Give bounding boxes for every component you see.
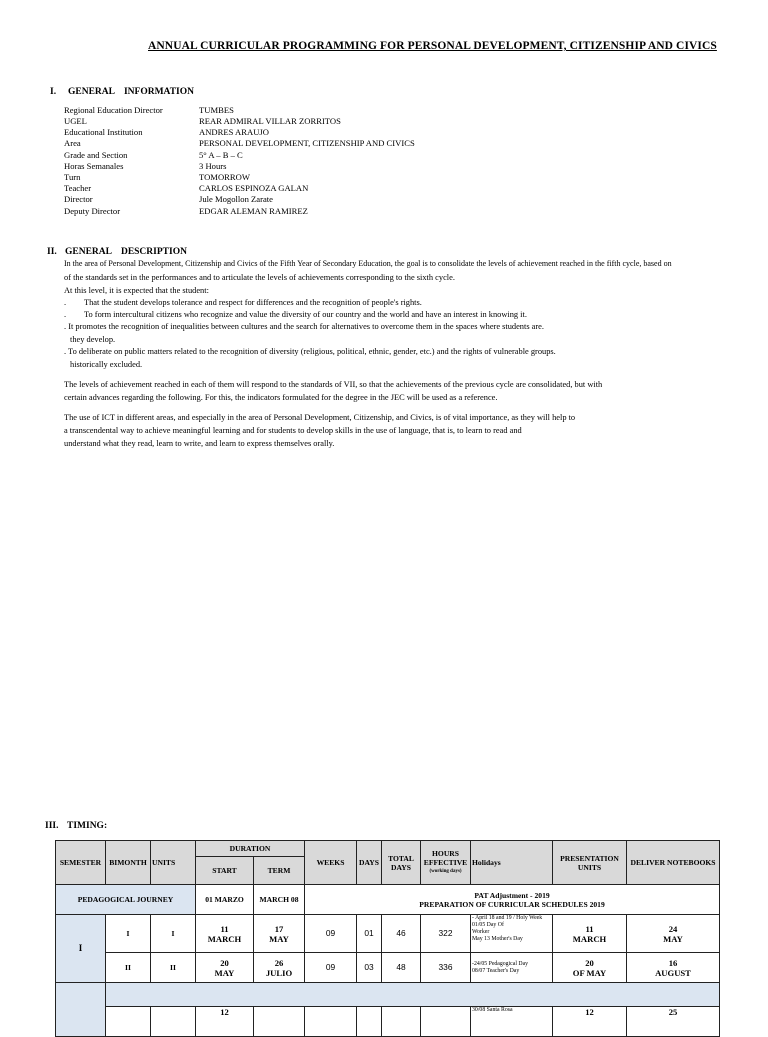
header-presentation-units xyxy=(553,841,627,885)
header-days: DAYS xyxy=(357,841,382,885)
start-month: MARCH xyxy=(207,933,242,944)
holiday-line: Worker xyxy=(472,929,490,935)
deliver-month: MAY xyxy=(663,933,683,944)
table-row xyxy=(56,915,720,953)
header-hours-effective xyxy=(421,841,471,885)
term-month: MAY xyxy=(269,933,289,944)
start-day: 20 xyxy=(220,957,229,968)
bimonth-cell xyxy=(106,1007,151,1037)
deliver-month: AUGUST xyxy=(655,967,691,978)
bullet-text: That the student develops tolerance and respect for differences and the recognition of people's rights. xyxy=(84,298,422,307)
start-month: MAY xyxy=(214,967,235,978)
header-text: (working days) xyxy=(429,869,462,874)
page-title: ANNUAL CURRICULAR PROGRAMMING FOR PERSONAL DEVELOPMENT, CITIZENSHIP AND CIVICS xyxy=(148,40,717,52)
table-row xyxy=(56,953,720,983)
holidays-cell xyxy=(471,915,553,953)
info-label: Regional Education Director xyxy=(64,105,163,115)
header-total-days xyxy=(382,841,421,885)
info-value: ANDRES ARAUJO xyxy=(199,127,269,137)
section-number: II. xyxy=(47,247,57,257)
presentation-day: 11 xyxy=(585,923,594,934)
info-value: TUMBES xyxy=(199,105,234,115)
description-line: The levels of achievement reached in each of them will respond to the standards of VII, so that the achievements of the previous cycle are consolidated, but with xyxy=(64,380,603,389)
description-bullet: . To form intercultural citizens who recognize and value the diversity of our country and the world and have an interest in knowing it. xyxy=(64,310,527,319)
holiday-line: - April 18 and 19 / Holy Week xyxy=(472,915,543,921)
header-text: UNITS xyxy=(577,862,602,872)
holidays-cell xyxy=(471,1007,553,1037)
info-label: Educational Institution xyxy=(64,127,143,137)
presentation-month: OF MAY xyxy=(572,967,607,978)
header-duration: DURATION xyxy=(196,841,305,857)
header-text: DAYS xyxy=(391,862,411,872)
header-text: EFFECTIVE xyxy=(423,858,468,867)
hours-cell xyxy=(421,1007,471,1037)
holiday-line: -24/05 Pedagogical Day xyxy=(472,960,529,967)
deliver-cell xyxy=(627,953,720,983)
description-line: . It promotes the recognition of inequalities between cultures and the search for alternatives to overcome them in the spaces where students are. xyxy=(64,322,544,331)
info-value: TOMORROW xyxy=(199,172,250,182)
description-line: understand what they read, learn to write, and learn to express themselves orally. xyxy=(64,439,335,448)
info-value: PERSONAL DEVELOPMENT, CITIZENSHIP AND CIVICS xyxy=(199,138,415,148)
semester-cell: I xyxy=(56,915,106,983)
journey-note-line: PREPARATION OF CURRICULAR SCHEDULES 2019 xyxy=(419,899,605,909)
unit-cell xyxy=(151,1007,196,1037)
days-cell: 01 xyxy=(357,915,382,953)
term-day: 26 xyxy=(274,957,284,968)
section-general-information-heading xyxy=(50,87,194,97)
unit-cell: II xyxy=(151,953,196,983)
presentation-month: MARCH xyxy=(572,933,607,944)
info-label: Turn xyxy=(64,172,81,182)
bimonth-cell: I xyxy=(106,915,151,953)
days-cell: 03 xyxy=(357,953,382,983)
start-cell xyxy=(196,915,254,953)
description-line: . To deliberate on public matters related to the recognition of diversity (religious, political, ethnic, gender, etc.) and the rights of vulnerable groups. xyxy=(64,347,556,356)
info-value: EDGAR ALEMAN RAMIREZ xyxy=(199,206,308,216)
bimonth-cell: II xyxy=(106,953,151,983)
hours-cell: 336 xyxy=(421,953,471,983)
weeks-cell: 09 xyxy=(305,953,357,983)
header-start: START xyxy=(196,857,254,885)
hours-cell: 322 xyxy=(421,915,471,953)
header-bimonth: BIMONTH xyxy=(106,841,151,885)
info-label: UGEL xyxy=(64,116,87,126)
section-number: III. xyxy=(45,821,59,831)
pedagogical-journey-label: PEDAGOGICAL JOURNEY xyxy=(56,885,196,915)
table-row-separator xyxy=(56,983,720,1007)
description-line: The use of ICT in different areas, and especially in the area of Personal Development, Citizenship, and Civics, is of vital importance, as they will help to xyxy=(64,413,576,422)
deliver-cell xyxy=(627,915,720,953)
section-timing-heading xyxy=(45,821,107,831)
holiday-line: 30/08 Santa Rosa xyxy=(472,1007,513,1013)
header-holidays: Holidays xyxy=(471,841,553,885)
deliver-day: 24 xyxy=(668,923,678,934)
table-row xyxy=(56,1007,720,1037)
bullet-text: To form intercultural citizens who recognize and value the diversity of our country and the world and have an interest in knowing it. xyxy=(84,310,527,319)
info-value: Jule Mogollon Zarate xyxy=(199,194,273,204)
description-line: of the standards set in the performances and to articulate the levels of achievements corresponding to the sixth cycle. xyxy=(64,273,455,282)
holidays-cell xyxy=(471,953,553,983)
description-line: In the area of Personal Development, Citizenship and Civics of the Fifth Year of Secondary Education, the goal is to consolidate the levels of achievement reached in the fifth cycle, based on xyxy=(64,259,672,268)
weeks-cell xyxy=(305,1007,357,1037)
weeks-cell: 09 xyxy=(305,915,357,953)
start-day: 11 xyxy=(220,923,229,934)
info-label: Deputy Director xyxy=(64,206,121,216)
description-line: historically excluded. xyxy=(70,360,143,369)
journey-start: 01 MARZO xyxy=(196,885,254,915)
header-text: HOURS xyxy=(432,849,460,858)
table-header-row xyxy=(56,841,720,857)
info-label: Grade and Section xyxy=(64,150,128,160)
semester-cell xyxy=(56,983,106,1037)
section-title: TIMING: xyxy=(67,821,108,831)
info-value: REAR ADMIRAL VILLAR ZORRITOS xyxy=(199,116,341,126)
total-days-cell: 48 xyxy=(382,953,421,983)
info-value: CARLOS ESPINOZA GALAN xyxy=(199,183,309,193)
description-line: certain advances regarding the following. For this, the indicators formulated for the degree in the JEC will be used as a reference. xyxy=(64,393,498,402)
header-deliver-notebooks: DELIVER NOTEBOOKS xyxy=(627,841,720,885)
header-semester: SEMESTER xyxy=(56,841,106,885)
description-line: they develop. xyxy=(70,335,116,344)
term-cell xyxy=(254,953,305,983)
header-units: UNITS xyxy=(151,841,196,885)
term-cell xyxy=(254,1007,305,1037)
info-label: Area xyxy=(64,138,81,148)
presentation-cell xyxy=(553,953,627,983)
info-value: 5° A – B – C xyxy=(199,150,243,160)
info-label: Director xyxy=(64,194,93,204)
holiday-line: 01/05 Day Of xyxy=(472,922,504,928)
header-text: PRESENTATION xyxy=(560,853,619,863)
section-number: I. xyxy=(50,87,57,97)
start-cell: 12 xyxy=(196,1007,254,1037)
unit-cell: I xyxy=(151,915,196,953)
holiday-line: May 13 Mother's Day xyxy=(472,936,523,942)
deliver-cell: 25 xyxy=(627,1007,720,1037)
description-line: At this level, it is expected that the student: xyxy=(64,286,209,295)
total-days-cell: 46 xyxy=(382,915,421,953)
days-cell xyxy=(357,1007,382,1037)
info-label: Teacher xyxy=(64,183,92,193)
description-bullet: . That the student develops tolerance and respect for differences and the recognition of people's rights. xyxy=(64,298,422,307)
header-text: TOTAL xyxy=(388,853,414,863)
header-term: TERM xyxy=(254,857,305,885)
info-value: 3 Hours xyxy=(199,161,227,171)
journey-term: MARCH 08 xyxy=(254,885,305,915)
header-weeks: WEEKS xyxy=(305,841,357,885)
presentation-cell: 12 xyxy=(553,1007,627,1037)
description-line: a transcendental way to achieve meaningful learning and for students to develop skills in the use of language, that is, to learn to read and xyxy=(64,426,522,435)
section-title: GENERAL DESCRIPTION xyxy=(65,247,187,257)
term-cell xyxy=(254,915,305,953)
timing-table xyxy=(55,840,720,1037)
journey-note xyxy=(305,885,720,915)
total-days-cell xyxy=(382,1007,421,1037)
presentation-cell xyxy=(553,915,627,953)
holiday-line: 08/07 Teacher's Day xyxy=(472,967,520,974)
term-month: JULIO xyxy=(265,967,293,978)
section-title: GENERAL INFORMATION xyxy=(68,87,194,97)
presentation-day: 20 xyxy=(585,957,594,968)
table-row-pedagogical-journey xyxy=(56,885,720,915)
separator-cell xyxy=(106,983,720,1007)
start-cell xyxy=(196,953,254,983)
section-general-description-heading xyxy=(47,247,187,257)
term-day: 17 xyxy=(274,923,284,934)
info-label: Horas Semanales xyxy=(64,161,124,171)
deliver-day: 16 xyxy=(668,957,678,968)
journey-note-line: PAT Adjustment - 2019 xyxy=(474,890,550,900)
